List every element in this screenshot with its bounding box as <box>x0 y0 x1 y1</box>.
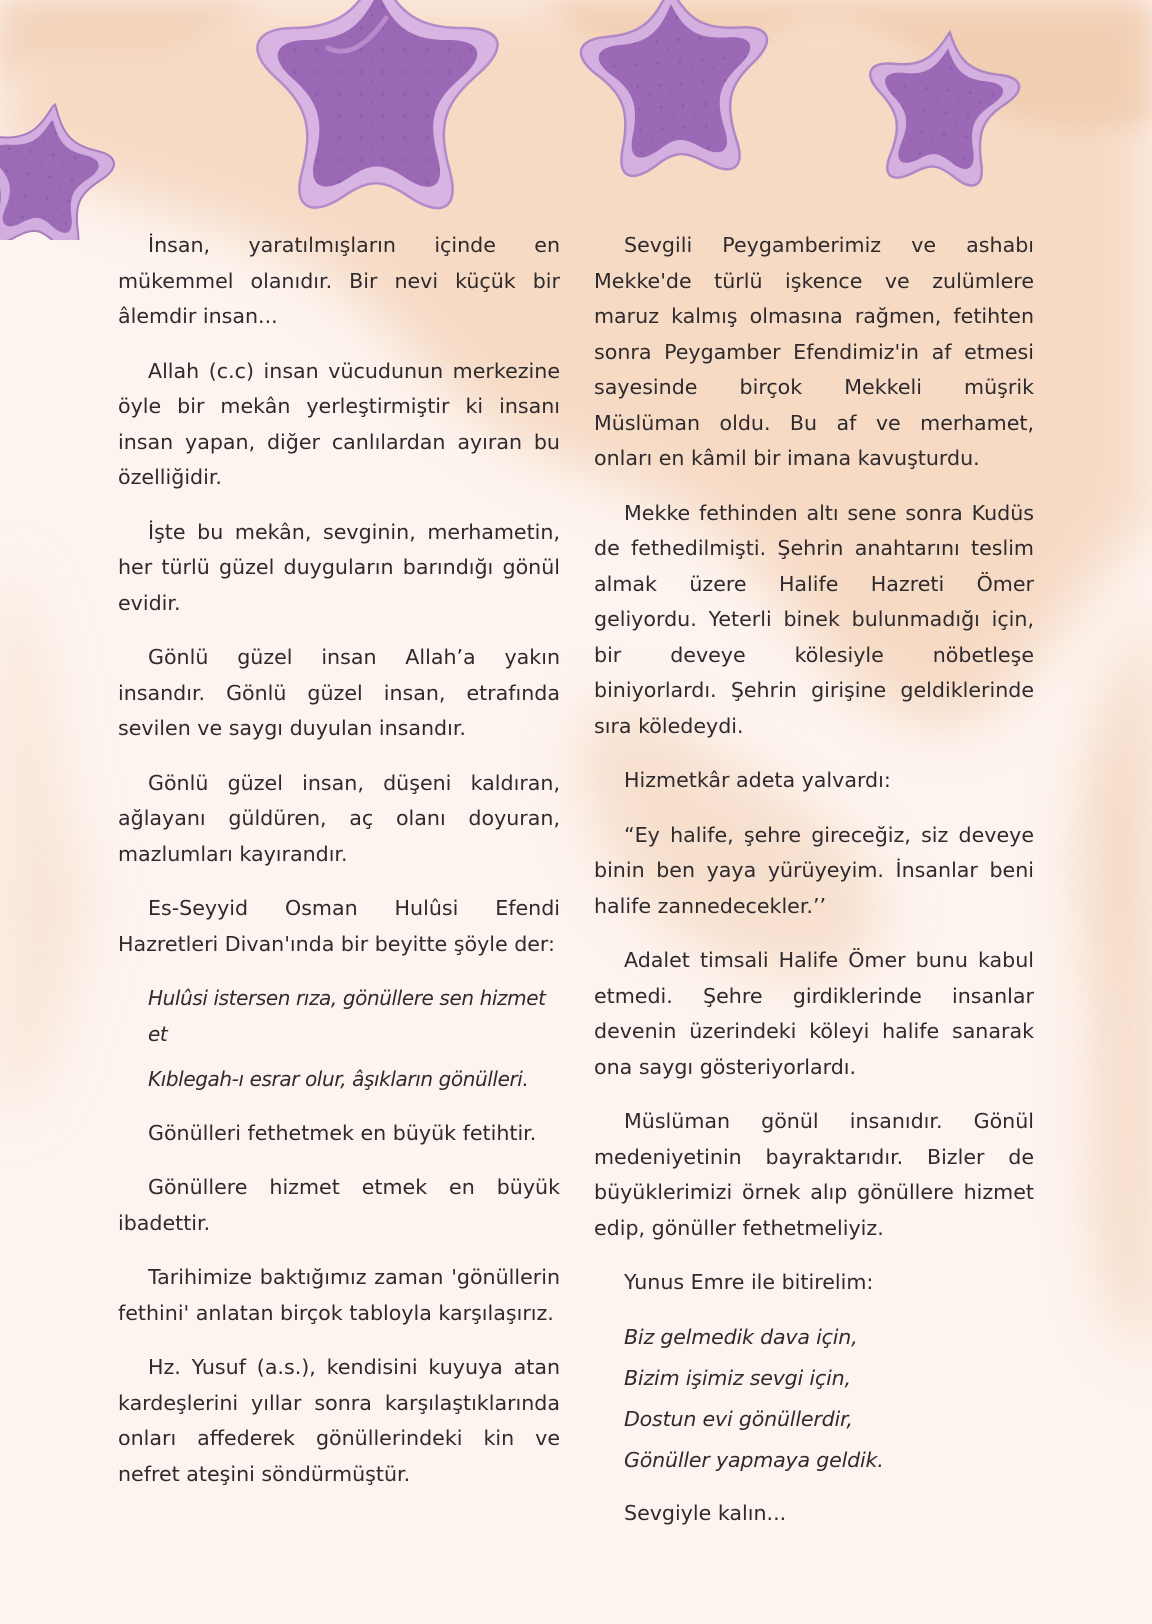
paragraph: Gönlü güzel insan Allah’a yakın insandır. Gönlü güzel insan, etrafında sevilen ve saygı duyulan insandır. <box>118 645 560 740</box>
paragraph: İşte bu mekân, sevginin, merhametin, her türlü güzel duyguların barındığı gönül evidir. <box>118 519 560 615</box>
paragraph: “Ey halife, şehre gireceğiz, siz deveye binin ben yaya yürüyeyim. İnsanlar beni halife zannedecekler.’’ <box>594 822 1034 918</box>
paragraph: Adalet timsali Halife Ömer bunu kabul etmedi. Şehre girdiklerinde insanlar devenin üzerindeki köleyi halife sanarak ona saygı gösteriyorlardı. <box>594 948 1034 1079</box>
verse-line: Dostun evi gönüllerdir, <box>624 1406 853 1431</box>
paragraph: Allah (c.c) insan vücudunun merkezine öyle bir mekân yerleştirmiştir ki insanı insan yapan, diğer canlılardan ayıran bu özelliğidir. <box>118 358 560 489</box>
paragraph: İnsan, yaratılmışların içinde en mükemmel olanıdır. Bir nevi küçük bir âlemdir insan... <box>118 233 560 328</box>
verse-line: Bizim işimiz sevgi için, <box>624 1365 851 1390</box>
decorative-stars <box>0 0 1152 240</box>
paragraph: Gönülleri fethetmek en büyük fetihtir. <box>148 1120 537 1145</box>
left-column <box>118 228 560 1511</box>
right-column <box>594 228 1034 1551</box>
paragraph: Mekke fethinden altı sene sonra Kudüs de fethedilmişti. Şehrin anahtarını teslim almak üzere Halife Hazreti Ömer geliyordu. Yeterli binek bulunmadığı için, bir deveye kölesiyle nöbetleşe biniyorlardı. Şehrin girişine geldiklerinde sıra köledeydi. <box>594 500 1034 738</box>
paragraph: Hizmetkâr adeta yalvardı: <box>624 768 891 792</box>
closing-line: Sevgiyle kalın... <box>624 1501 787 1525</box>
paragraph: Tarihimize baktığımız zaman 'gönüllerin fethini' anlatan birçok tabloyla karşılaşırız. <box>118 1265 560 1325</box>
verse-line: Kıblegah-ı esrar olur, âşıkların gönülleri. <box>148 1067 529 1091</box>
paragraph: Yunus Emre ile bitirelim: <box>624 1270 874 1294</box>
verse-line: Gönüller yapmaya geldik. <box>624 1447 884 1472</box>
star-icon <box>577 0 776 179</box>
paragraph: Gönlü güzel insan, düşeni kaldıran, ağlayanı güldüren, aç olanı doyuran, mazlumları kayırandır. <box>118 770 560 866</box>
paragraph: Sevgili Peygamberimiz ve ashabı Mekke'de türlü işkence ve zulümlere maruz kalmış olmasına rağmen, fetihten sonra Peygamber Efendimiz'in af etmesi sayesinde birçok Mekkeli müşrik Müslüman oldu. Bu af ve merhamet, onları en kâmil bir imana kavuşturdu. <box>594 233 1034 470</box>
verse-line: Hulûsi istersen rıza, gönüllere sen hizmet et <box>148 986 546 1046</box>
star-icon <box>257 0 497 208</box>
paragraph: Müslüman gönül insanıdır. Gönül medeniyetinin bayraktarıdır. Bizler de büyüklerimizi örnek alıp gönüllere hizmet edip, gönüller fethetmeliyiz. <box>594 1109 1034 1240</box>
paragraph: Gönüllere hizmet etmek en büyük ibadettir. <box>118 1175 560 1235</box>
paragraph: Hz. Yusuf (a.s.), kendisini kuyuya atan kardeşlerini yıllar sonra karşılaştıklarında onları affederek gönüllerindeki kin ve nefret ateşini söndürmüştür. <box>118 1355 560 1486</box>
verse-line: Biz gelmedik dava için, <box>624 1324 858 1349</box>
star-icon <box>0 95 121 240</box>
paragraph: Es-Seyyid Osman Hulûsi Efendi Hazretleri Divan'ında bir beyitte şöyle der: <box>118 896 560 956</box>
star-icon <box>860 25 1024 190</box>
